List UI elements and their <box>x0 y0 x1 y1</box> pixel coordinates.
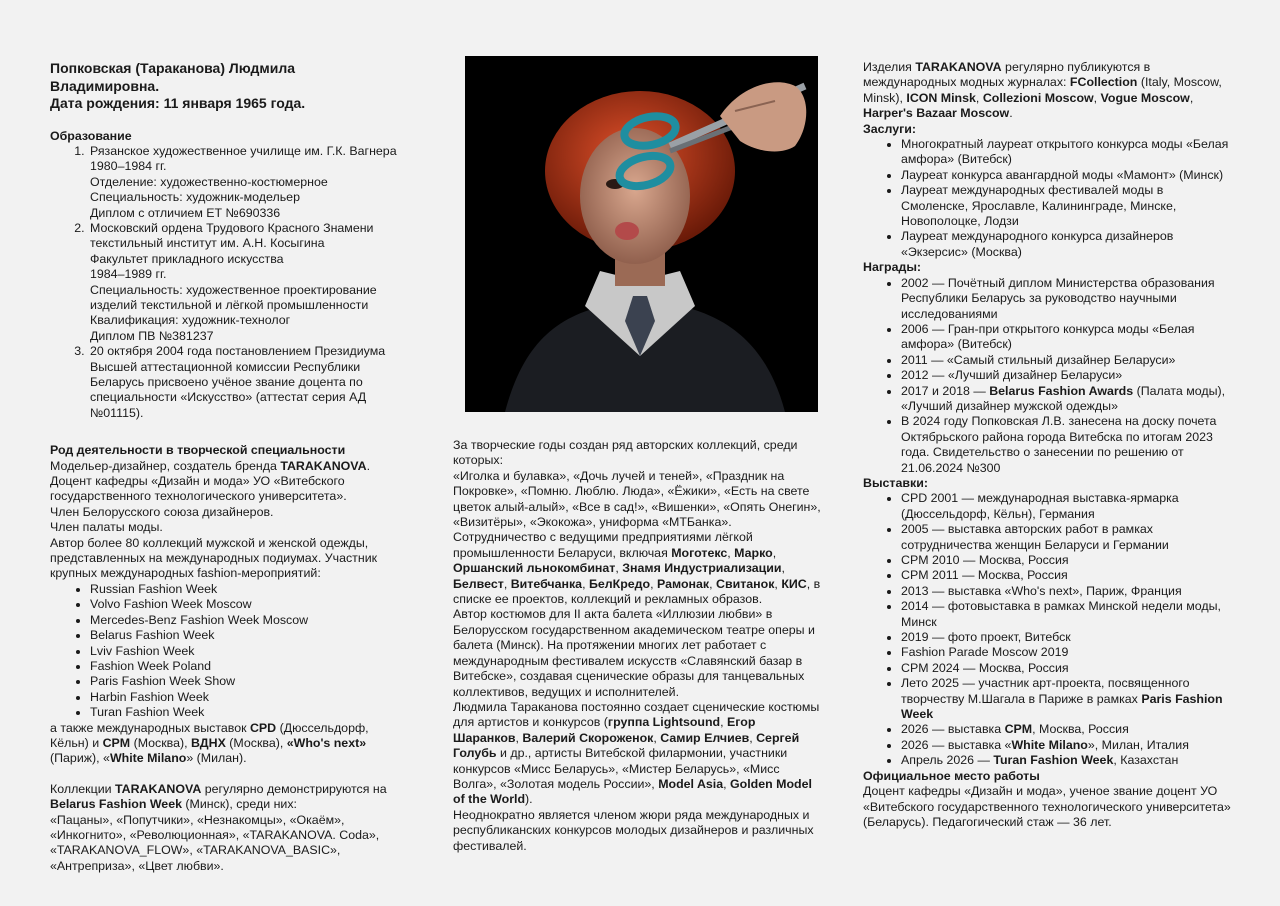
list-item: • 2017 и 2018 — Belarus Fashion Awards (Палата моды), «Лучший дизайнер мужской одежды» <box>901 384 1233 415</box>
list-item: • Lviv Fashion Week <box>90 644 400 659</box>
col2-paragraph: Людмила Тараканова постоянно создает сценические костюмы для артистов и конкурсов (группа Lightsound, Егор Шаранков, Валерий Скороженок, Самир Елчиев, Сергей Голубь и др., артисты Витебской филармонии, участники конкурсов «Мисс Беларусь», «Мистер Беларусь», «Мисс Волга», «Золотая модель России», Model Asia, Golden Model of the World). <box>453 699 820 807</box>
activity-line: Член Белорусского союза дизайнеров. <box>50 504 274 519</box>
list-item: • CPM 2011 — Москва, Россия <box>901 568 1233 583</box>
activity-line: Модельер-дизайнер, создатель бренда TARAKANOVA. <box>50 458 371 473</box>
date-of-birth: Дата рождения: 11 января 1965 года. <box>50 95 306 111</box>
education-list <box>50 144 400 421</box>
work-heading: Официальное место работы <box>863 768 1040 783</box>
exhibitions-heading: Выставки: <box>863 475 928 490</box>
col2-paragraph: Неоднократно является членом жюри ряда международных и республиканских конкурсов молодых дизайнеров и различных фестивалей. <box>453 807 814 853</box>
list-item: • Лауреат конкурса авангардной моды «Мамонт» (Минск) <box>901 168 1233 183</box>
list-item: • CPM 2024 — Москва, Россия <box>901 661 1233 676</box>
col2-paragraph: Автор костюмов для II акта балета «Иллюзии любви» в Белорусском государственном академическом театре оперы и балета (Минск). На протяжении многих лет работает с международным фестивалем искусств «Славянский базар в Витебске», создавая сценические образы для танцевальных коллективов, ведущих и исполнителей. <box>453 607 815 699</box>
exhibitions-paragraph: а также международных выставок CPD (Дюссельдорф, Кёльн) и CPM (Москва), ВДНХ (Москва), «Who's next» (Париж), «White Milano» (Милан). <box>50 720 369 766</box>
portrait-photo <box>465 56 818 412</box>
list-item: • CPM 2010 — Москва, Россия <box>901 553 1233 568</box>
list-item: • 2011 — «Самый стильный дизайнер Беларуси» <box>901 353 1233 368</box>
activity-line: Автор более 80 коллекций мужской и женской одежды, представленных на международных подиумах. Участник крупных международных fashion-мероприятий: <box>50 535 378 581</box>
left-column <box>50 60 400 874</box>
collections-paragraph: Коллекции TARAKANOVA регулярно демонстрируются на Belarus Fashion Week (Минск), среди них: <box>50 781 387 812</box>
list-item: • 2026 — выставка CPM, Москва, Россия <box>901 722 1233 737</box>
list-item: • Лауреат международных фестивалей моды в Смоленске, Ярославле, Калининграде, Минске, Новополоцке, Лодзи <box>901 183 1233 229</box>
education-item: 2. Московский ордена Трудового Красного Знамени текстильный институт им. А.Н. Косыгина Факультет прикладного искусства 1984–1989 гг. Специальность: художественное проектирование изделий текстильной и лёгкой промышленности Квалификация: художник-технолог Диплом ПВ №381237 <box>88 221 400 344</box>
list-item: • Turan Fashion Week <box>90 705 400 720</box>
merits-list <box>863 137 1233 260</box>
list-item: • 2002 — Почётный диплом Министерства образования Республики Беларусь за руководство научными исследованиями <box>901 276 1233 322</box>
list-item: • Belarus Fashion Week <box>90 628 400 643</box>
portrait-illustration <box>465 56 818 412</box>
list-item: • Fashion Week Poland <box>90 659 400 674</box>
person-name: Попковская (Тараканова) Людмила Владимировна. <box>50 60 296 94</box>
list-item: • 2019 — фото проект, Витебск <box>901 630 1233 645</box>
work-paragraph: Доцент кафедры «Дизайн и мода», ученое звание доцент УО «Витебского государственного технологического университета» (Беларусь). Педагогический стаж — 36 лет. <box>863 784 1231 829</box>
list-item: • Лето 2025 — участник арт-проекта, посвященного творчеству М.Шагала в Париже в рамках Paris Fashion Week <box>901 676 1233 722</box>
list-item: • 2006 — Гран-при открытого конкурса моды «Белая амфора» (Витебск) <box>901 322 1233 353</box>
list-item: • 2026 — выставка «White Milano», Милан, Италия <box>901 738 1233 753</box>
list-item: • Лауреат международного конкурса дизайнеров «Экзерсис» (Москва) <box>901 229 1233 260</box>
education-item: 1. Рязанское художественное училище им. Г.К. Вагнера 1980–1984 гг. Отделение: художественно-костюмерное Специальность: художник-модельер Диплом с отличием ЕТ №690336 <box>88 144 400 221</box>
activity-line: Член палаты моды. <box>50 520 163 535</box>
col2-paragraph: За творческие годы создан ряд авторских коллекций, среди которых: <box>453 438 798 468</box>
list-item: • Volvo Fashion Week Moscow <box>90 597 400 612</box>
col2-paragraph: Сотрудничество с ведущими предприятиями лёгкой промышленности Беларуси, включая Моготекс, Марко, Оршанский льнокомбинат, Знамя Индустриализации, Белвест, Витебчанка, БелКредо, Рамонак, Свитанок, КИС, в списке ее проектов, коллекций и рекламных образов. <box>453 530 821 607</box>
list-item: • CPD 2001 — международная выставка-ярмарка (Дюссельдорф, Кёльн), Германия <box>901 491 1233 522</box>
activity-heading: Род деятельности в творческой специальности <box>50 443 346 458</box>
education-heading: Образование <box>50 128 132 143</box>
list-item: • Fashion Parade Moscow 2019 <box>901 645 1233 660</box>
list-item: • 2014 — фотовыставка в рамках Минской недели моды, Минск <box>901 599 1233 630</box>
list-item: • 2013 — выставка «Who's next», Париж, Франция <box>901 584 1233 599</box>
merits-heading: Заслуги: <box>863 121 917 136</box>
publications-paragraph: Изделия TARAKANOVA регулярно публикуются в международных модных журналах: FCollection (Italy, Moscow, Minsk), ICON Minsk, Collezioni Moscow, Vogue Moscow, Harper's Bazaar Moscow. <box>863 60 1222 121</box>
list-item: • 2005 — выставка авторских работ в рамках сотрудничества женщин Беларуси и Германии <box>901 522 1233 553</box>
awards-heading: Награды: <box>863 260 922 275</box>
collections-list: «Пацаны», «Попутчики», «Незнакомцы», «Окаём», «Инкогнито», «Революционная», «TARAKANOVA. Coda», «TARAKANOVA_FLOW», «TARAKANOVA_BASIC», «Антреприза», «Цвет любви». <box>50 812 380 873</box>
exhibitions-list <box>863 491 1233 768</box>
col2-paragraph: «Иголка и булавка», «Дочь лучей и теней», «Праздник на Покровке», «Помню. Люблю. Люда», «Ёжики», «Есть на свете цветок алый-алый», «Все в сад!», «Вишенки», «Опять Онегин», «Визитёры», «Экокожа», униформа «МТБанка». <box>453 468 821 530</box>
fashion-events-list <box>50 582 400 721</box>
activity-line: Доцент кафедры «Дизайн и мода» УО «Витебского государственного технологического университета». <box>50 474 347 504</box>
awards-list <box>863 276 1233 476</box>
education-item: 3. 20 октября 2004 года постановлением Президиума Высшей аттестационной комиссии Республики Беларусь присвоено учёное звание доцента по специальности «Искусство» (аттестат серия АД №01115). <box>88 344 400 421</box>
list-item: • 2012 — «Лучший дизайнер Беларуси» <box>901 368 1233 383</box>
list-item: • В 2024 году Попковская Л.В. занесена на доску почета Октябрьского района города Витебска по итогам 2023 года. Свидетельство о занесении по решению от 21.06.2024 №300 <box>901 414 1233 476</box>
list-item: • Harbin Fashion Week <box>90 690 400 705</box>
middle-column <box>453 438 821 854</box>
list-item: • Многократный лауреат открытого конкурса моды «Белая амфора» (Витебск) <box>901 137 1233 168</box>
list-item: • Апрель 2026 — Turan Fashion Week, Казахстан <box>901 753 1233 768</box>
list-item: • Russian Fashion Week <box>90 582 400 597</box>
list-item: • Paris Fashion Week Show <box>90 674 400 689</box>
right-column <box>863 60 1233 830</box>
list-item: • Mercedes-Benz Fashion Week Moscow <box>90 613 400 628</box>
